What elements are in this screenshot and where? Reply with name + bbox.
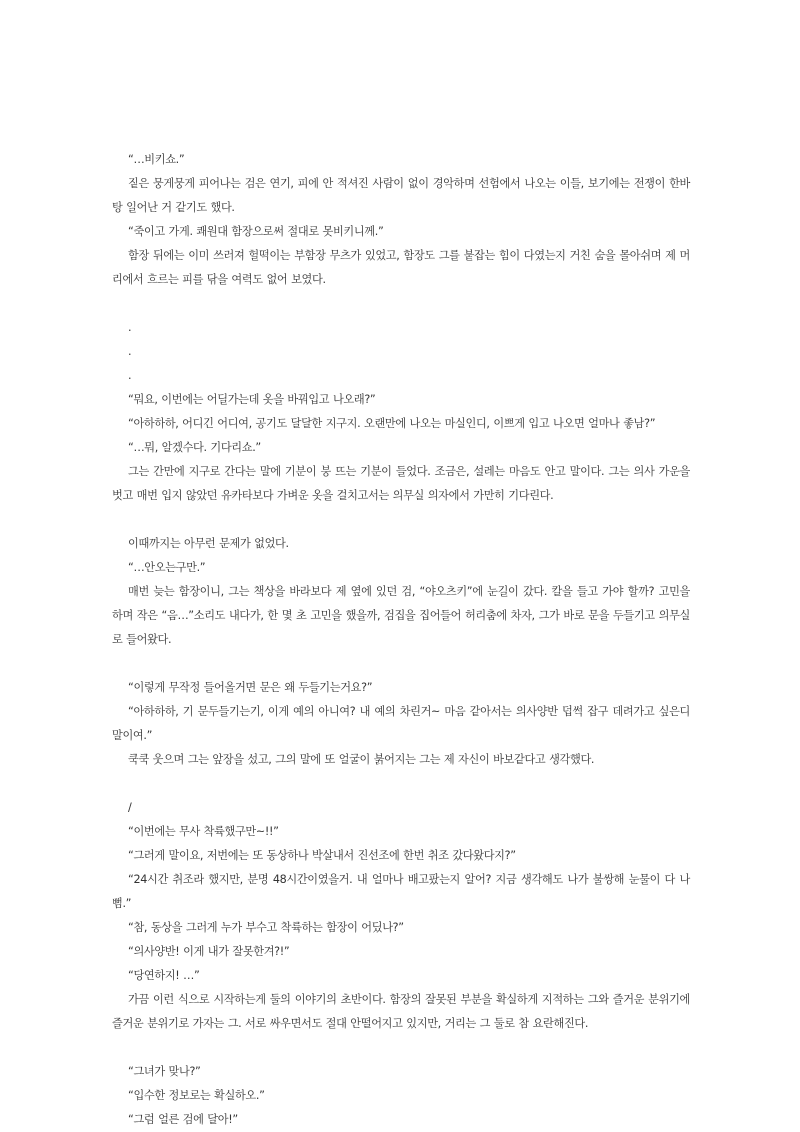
paragraph: “…뭐, 알겠수다. 기다리쇼.” <box>128 441 261 454</box>
paragraph: “당연하지! …” <box>128 969 200 982</box>
paragraph: “입수한 정보로는 확실하오.” <box>128 1089 265 1102</box>
paragraph: “24시간 취조라 했지만, 분명 48시간이였을거. 내 얼마나 배고팠는지 알어? 지금 생각해도 나가 불쌍해 눈물이 다 나뻠.” <box>112 873 690 910</box>
paragraph-spacer <box>112 652 690 676</box>
paragraph: “…안오는구만.” <box>128 561 206 574</box>
paragraph: . <box>128 321 132 334</box>
paragraph: “뭐요, 이번에는 어딜가는데 옷을 바꿔입고 나오래?” <box>128 393 376 406</box>
paragraph: . <box>128 369 132 382</box>
paragraph-spacer <box>112 508 690 532</box>
paragraph: “죽이고 가게. 쾌원대 함장으로써 절대로 못비키니께.” <box>128 225 384 238</box>
paragraph: “그럼 얼른 검에 달아!” <box>128 1113 238 1126</box>
paragraph: “이렇게 무작정 들어올거면 문은 왜 두들기는거요?” <box>128 681 373 694</box>
paragraph: 짙은 뭉게뭉게 피어나는 검은 연기, 피에 안 적셔진 사람이 없이 경악하며 선험에서 나오는 이들, 보기에는 전쟁이 한바탕 일어난 거 같기도 했다. <box>112 177 690 214</box>
paragraph-spacer <box>112 772 690 796</box>
paragraph: “아하하하, 기 문두들기는기, 이게 예의 아니여? 내 예의 차린거~ 마음 같아서는 의사양반 덥썩 잡구 데려가고 싶은디 말이여.” <box>112 705 690 742</box>
paragraph: 이때까지는 아무런 문제가 없었다. <box>128 537 289 550</box>
paragraph: “그러게 말이요, 저번에는 또 동상하나 박살내서 진선조에 한번 취조 갔다왔다지?” <box>128 849 516 862</box>
paragraph: 매번 늦는 함장이니, 그는 책상을 바라보다 제 옆에 있던 검, “야오츠키”에 눈길이 갔다. 칼을 들고 가야 할까? 고민을 하며 작은 “음…”소리도 내다가, 한 몇 초 고민을 했을까, 검집을 집어들어 허리춤에 차자, 그가 바로 문을 두들기고 의무실로 들어왔다. <box>112 585 690 646</box>
paragraph: 그는 간만에 지구로 간다는 말에 기분이 붕 뜨는 기분이 들었다. 조금은, 설레는 마음도 안고 말이다. 그는 의사 가운을 벗고 매번 입지 않았던 유카타보다 가벼운 옷을 걸치고서는 의무실 의자에서 가만히 기다린다. <box>112 465 690 502</box>
paragraph: “아하하하, 어디긴 어디여, 공기도 달달한 지구지. 오랜만에 나오는 마실인디, 이쁘게 입고 나오면 얼마나 좋남?” <box>128 417 656 430</box>
document-page <box>112 148 690 1132</box>
paragraph: 함장 뒤에는 이미 쓰러져 헐떡이는 부함장 무츠가 있었고, 함장도 그를 붙잡는 힘이 다였는지 거친 숨을 몰아쉬며 제 머리에서 흐르는 피를 닦을 여력도 없어 보였다. <box>112 249 690 286</box>
paragraph-spacer <box>112 1036 690 1060</box>
paragraph: “…비키쇼.” <box>128 153 185 166</box>
paragraph: 가끔 이런 식으로 시작하는게 둘의 이야기의 초반이다. 함장의 잘못된 부분을 확실하게 지적하는 그와 즐거운 분위기에 즐거운 분위기로 가자는 그. 서로 싸우면서도 절대 안떨어지고 있지만, 거리는 그 둘로 참 요란해진다. <box>112 993 690 1030</box>
paragraph-spacer <box>112 292 690 316</box>
paragraph: 쿡쿡 웃으며 그는 앞장을 섰고, 그의 말에 또 얼굴이 붉어지는 그는 제 자신이 바보같다고 생각했다. <box>128 753 595 766</box>
paragraph: . <box>128 345 132 358</box>
paragraph: / <box>128 801 132 814</box>
paragraph: “참, 동상을 그러게 누가 부수고 착륙하는 함장이 어딨나?” <box>128 921 404 934</box>
paragraph: “그녀가 맞나?” <box>128 1065 201 1078</box>
paragraph: “이번에는 무사 착륙했구만~!!” <box>128 825 279 838</box>
paragraph: “의사양반! 이게 내가 잘못한겨?!” <box>128 945 290 958</box>
